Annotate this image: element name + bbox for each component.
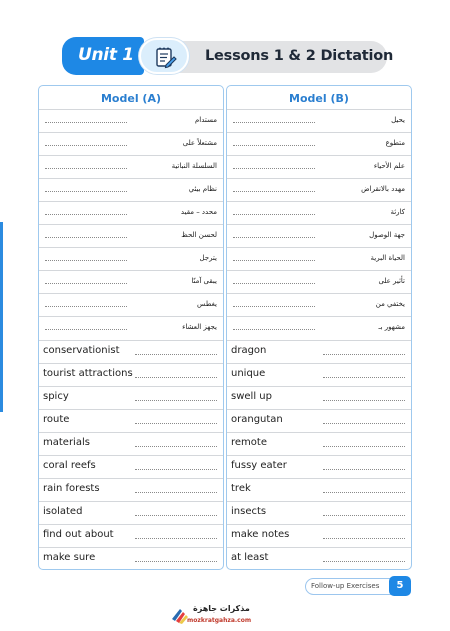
english-item-label: find out about (43, 529, 114, 540)
english-item-row (39, 524, 223, 547)
logo-url: mozkratgahza.com (187, 617, 252, 624)
arabic-item-row (227, 247, 411, 270)
answer-line[interactable] (135, 538, 217, 539)
answer-line[interactable] (233, 191, 315, 192)
page-number: 5 (389, 576, 411, 596)
arabic-item-label: السلسلة النباتية (171, 162, 217, 170)
arabic-item-label: تأثير على (378, 277, 405, 285)
answer-line[interactable] (323, 492, 405, 493)
english-item-label: make sure (43, 552, 96, 563)
english-item-label: swell up (231, 391, 272, 402)
answer-line[interactable] (135, 423, 217, 424)
answer-line[interactable] (233, 122, 315, 123)
english-item-label: insects (231, 506, 267, 517)
arabic-item-row (227, 132, 411, 155)
answer-line[interactable] (323, 400, 405, 401)
logo-arabic-name: مذكرات جاهزة (193, 604, 250, 613)
page-title: Lessons 1 & 2 Dictation (205, 48, 394, 64)
answer-line[interactable] (135, 469, 217, 470)
answer-line[interactable] (45, 122, 127, 123)
answer-line[interactable] (323, 469, 405, 470)
answer-line[interactable] (323, 538, 405, 539)
answer-line[interactable] (323, 423, 405, 424)
arabic-item-row (39, 316, 223, 339)
answer-line[interactable] (45, 283, 127, 284)
model-a-title: Model (A) (100, 92, 161, 105)
english-item-row (39, 432, 223, 455)
arabic-item-label: الحياة البرية (370, 254, 405, 262)
answer-line[interactable] (233, 329, 315, 330)
answer-line[interactable] (323, 561, 405, 562)
english-item-label: spicy (43, 391, 69, 402)
answer-line[interactable] (135, 515, 217, 516)
answer-line[interactable] (135, 400, 217, 401)
arabic-item-label: يجهز العشاء (182, 323, 217, 331)
english-item-label: coral reefs (43, 460, 96, 471)
arabic-item-row (227, 178, 411, 201)
english-item-row (227, 501, 411, 524)
english-item-label: materials (43, 437, 90, 448)
arabic-item-row (39, 247, 223, 270)
answer-line[interactable] (45, 260, 127, 261)
answer-line[interactable] (45, 191, 127, 192)
answer-line[interactable] (233, 306, 315, 307)
english-item-label: remote (231, 437, 267, 448)
arabic-item-row (39, 224, 223, 247)
arabic-item-label: يحيل (391, 116, 405, 124)
arabic-item-label: محدد – مقيد (180, 208, 217, 216)
arabic-item-label: جهة الوصول (369, 231, 405, 239)
english-item-row (39, 386, 223, 409)
arabic-item-row (39, 270, 223, 293)
answer-line[interactable] (45, 306, 127, 307)
english-item-row (227, 432, 411, 455)
answer-line[interactable] (135, 377, 217, 378)
english-item-label: fussy eater (231, 460, 287, 471)
arabic-item-row (227, 155, 411, 178)
english-item-row (39, 363, 223, 386)
english-item-row (227, 409, 411, 432)
answer-line[interactable] (135, 492, 217, 493)
answer-line[interactable] (233, 237, 315, 238)
unit-label: Unit 1 (78, 45, 134, 65)
english-item-label: trek (231, 483, 251, 494)
arabic-item-label: متطوع (385, 139, 405, 147)
arabic-item-label: مستدام (194, 116, 217, 124)
english-item-row (39, 455, 223, 478)
arabic-item-row (227, 316, 411, 339)
english-item-label: make notes (231, 529, 290, 540)
answer-line[interactable] (45, 214, 127, 215)
footer-section-label: Follow-up Exercises (311, 582, 380, 590)
answer-line[interactable] (233, 214, 315, 215)
notepad-pen-icon (139, 38, 189, 74)
arabic-item-label: يختفي من (375, 300, 405, 308)
answer-line[interactable] (323, 377, 405, 378)
english-item-label: tourist attractions (43, 368, 133, 379)
english-item-label: isolated (43, 506, 83, 517)
english-item-row (227, 524, 411, 547)
page-header (62, 37, 394, 75)
english-item-row (227, 547, 411, 570)
arabic-item-label: كارثة (390, 208, 405, 216)
arabic-item-label: مشهور بـ (378, 323, 405, 331)
answer-line[interactable] (45, 168, 127, 169)
answer-line[interactable] (233, 145, 315, 146)
model-b-title: Model (B) (289, 92, 349, 105)
answer-line[interactable] (323, 354, 405, 355)
arabic-item-row (227, 293, 411, 316)
arabic-item-row (227, 270, 411, 293)
arabic-item-label: يغطس (197, 300, 217, 308)
english-item-row (39, 501, 223, 524)
english-item-label: rain forests (43, 483, 100, 494)
answer-line[interactable] (45, 237, 127, 238)
model-b-panel (226, 85, 412, 570)
page-edge-accent (0, 222, 3, 412)
arabic-item-row (39, 178, 223, 201)
answer-line[interactable] (233, 283, 315, 284)
english-item-row (227, 455, 411, 478)
arabic-item-row (227, 109, 411, 132)
answer-line[interactable] (233, 260, 315, 261)
arabic-item-label: علم الأحياء (373, 162, 405, 170)
english-item-label: conservationist (43, 345, 120, 356)
english-item-row (227, 478, 411, 501)
english-item-row (39, 478, 223, 501)
arabic-item-row (227, 224, 411, 247)
english-item-row (39, 340, 223, 363)
english-item-row (227, 386, 411, 409)
answer-line[interactable] (45, 329, 127, 330)
english-item-row (227, 340, 411, 363)
english-item-label: dragon (231, 345, 267, 356)
arabic-item-label: مهدد بالانقراض (361, 185, 405, 193)
answer-line[interactable] (323, 446, 405, 447)
arabic-item-row (39, 155, 223, 178)
english-item-label: unique (231, 368, 266, 379)
english-item-row (39, 547, 223, 570)
arabic-item-label: يبقى آمنًا (191, 277, 217, 285)
answer-line[interactable] (323, 515, 405, 516)
answer-line[interactable] (45, 145, 127, 146)
answer-line[interactable] (135, 561, 217, 562)
english-item-row (227, 363, 411, 386)
arabic-item-row (227, 201, 411, 224)
answer-line[interactable] (135, 446, 217, 447)
english-item-label: at least (231, 552, 269, 563)
arabic-item-label: مشتعلاً على (182, 139, 217, 147)
arabic-item-row (39, 132, 223, 155)
answer-line[interactable] (135, 354, 217, 355)
arabic-item-label: نظام بيئي (188, 185, 217, 193)
english-item-label: route (43, 414, 70, 425)
arabic-item-row (39, 293, 223, 316)
arabic-item-row (39, 109, 223, 132)
english-item-label: orangutan (231, 414, 283, 425)
model-a-panel (38, 85, 224, 570)
english-item-row (39, 409, 223, 432)
arabic-item-row (39, 201, 223, 224)
arabic-item-label: لحسن الحظ (181, 231, 217, 239)
arabic-item-label: يترجل (199, 254, 217, 262)
answer-line[interactable] (233, 168, 315, 169)
